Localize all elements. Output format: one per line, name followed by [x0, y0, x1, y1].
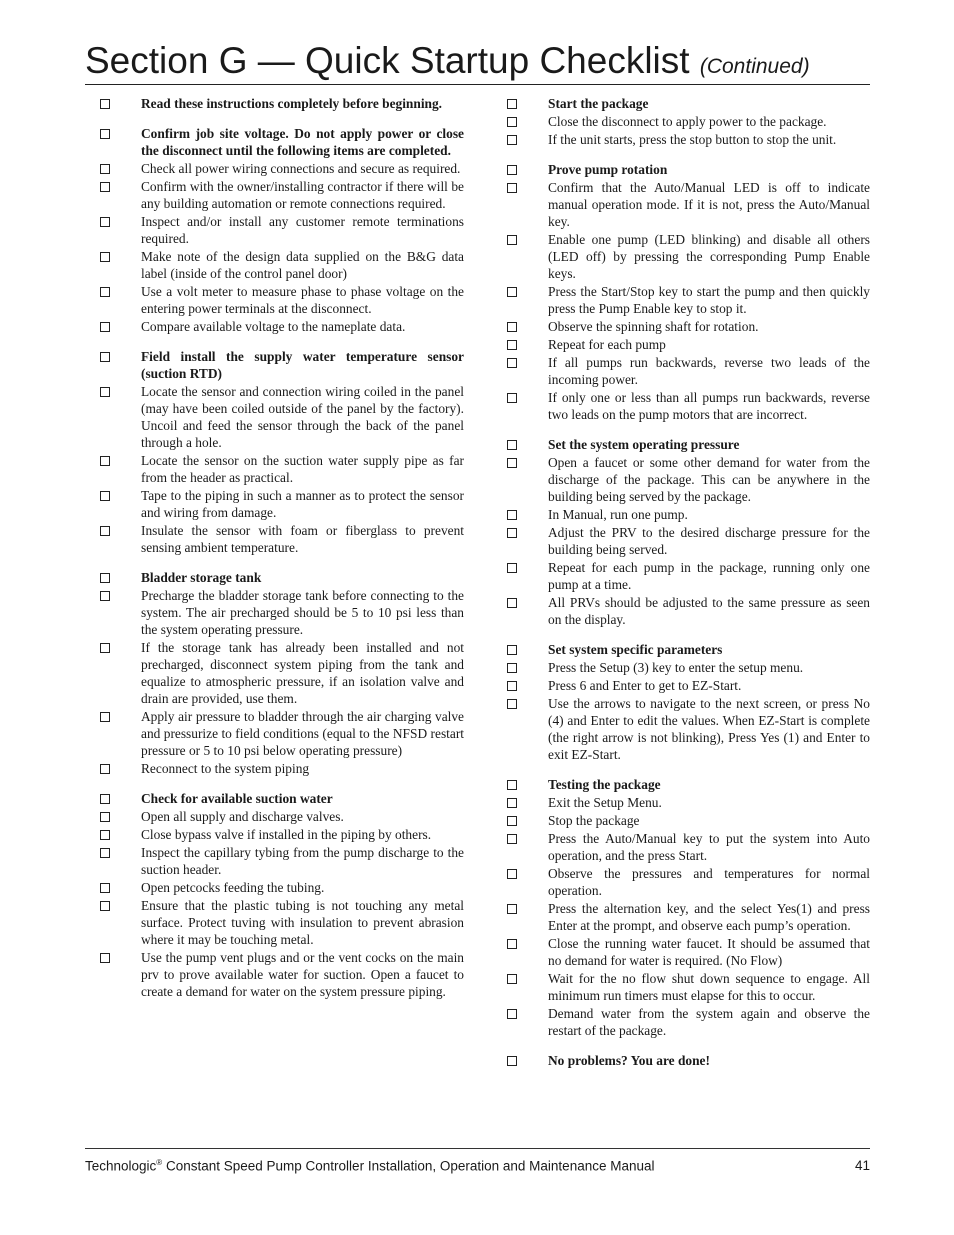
checklist-item: [504, 659, 870, 676]
checkbox-square-icon: [507, 440, 517, 450]
checklist-item-text: Observe the spinning shaft for rotation.: [548, 319, 759, 334]
checklist-item: [97, 160, 464, 177]
checklist-right-column: [504, 95, 870, 1070]
checklist-item-text: Close bypass valve if installed in the piping by others.: [141, 827, 432, 842]
checklist-item: [97, 879, 464, 896]
page-footer: [85, 1158, 870, 1174]
checklist-section-heading: [504, 95, 870, 112]
checklist-item: [504, 594, 870, 628]
checkbox-square-icon: [507, 117, 517, 127]
checklist-item-text: Open a faucet or some other demand for water from the discharge of the package. This can be anywhere in the building being served by the package.: [548, 455, 870, 504]
checkbox-square-icon: [100, 812, 110, 822]
checklist-left-column: [97, 95, 464, 1001]
checklist-item-text: Stop the package: [548, 813, 640, 828]
checkbox-square-icon: [507, 974, 517, 984]
checklist-item-text: Tape to the piping in such a manner as to protect the sensor and wiring from damage.: [141, 488, 464, 520]
checklist-item-text: Reconnect to the system piping: [141, 761, 310, 776]
checklist-item: [504, 970, 870, 1004]
checkbox-square-icon: [507, 340, 517, 350]
checklist-item-text: Close the running water faucet. It should be assumed that no demand for water is required. (No Flow): [548, 936, 870, 968]
checklist-item: [504, 454, 870, 505]
manual-title-text: Constant Speed Pump Controller Installation, Operation and Maintenance Manual: [162, 1158, 655, 1174]
checklist-item-text: Close the disconnect to apply power to the package.: [548, 114, 827, 129]
checklist-item: [504, 318, 870, 335]
checklist-item: [97, 844, 464, 878]
checkbox-square-icon: [507, 1056, 517, 1066]
checklist-item-text: Confirm that the Auto/Manual LED is off to indicate manual operation mode. If it is not, press the Auto/Manual key.: [548, 180, 870, 229]
checklist-item-text: Start the package: [548, 96, 649, 111]
checklist-item-text: Prove pump rotation: [548, 162, 668, 177]
checklist-item: [504, 900, 870, 934]
checklist-item-text: Press 6 and Enter to get to EZ-Start.: [548, 678, 742, 693]
checklist-item-text: Use the pump vent plugs and or the vent cocks on the main prv to prove available water for suction. Open a faucet to create a demand for water on the system pressure piping.: [141, 950, 464, 999]
manual-title: [85, 1158, 655, 1174]
checkbox-square-icon: [507, 358, 517, 368]
checkbox-square-icon: [100, 352, 110, 362]
checklist-item: [504, 812, 870, 829]
checklist-item: [504, 794, 870, 811]
checklist-item: [504, 506, 870, 523]
checkbox-square-icon: [100, 387, 110, 397]
checkbox-square-icon: [507, 645, 517, 655]
checklist-item-text: Exit the Setup Menu.: [548, 795, 662, 810]
checkbox-square-icon: [507, 699, 517, 709]
checklist-item: [504, 179, 870, 230]
checklist-item: [504, 865, 870, 899]
checklist-item: [97, 897, 464, 948]
checklist-section-heading: [504, 776, 870, 793]
checkbox-square-icon: [507, 834, 517, 844]
checklist-item: [504, 1005, 870, 1039]
checklist-item: [97, 522, 464, 556]
checklist-item-text: Press the Auto/Manual key to put the system into Auto operation, and the press Start.: [548, 831, 870, 863]
checklist-item-text: If only one or less than all pumps run backwards, reverse two leads on the pump motors that are incorrect.: [548, 390, 870, 422]
checkbox-square-icon: [507, 528, 517, 538]
checklist-item-text: Testing the package: [548, 777, 661, 792]
checkbox-square-icon: [507, 393, 517, 403]
checklist-item-text: Wait for the no flow shut down sequence to engage. All minimum run timers must elapse for this to occur.: [548, 971, 870, 1003]
checklist-item: [504, 677, 870, 694]
checkbox-square-icon: [507, 663, 517, 673]
checklist-item-text: Enable one pump (LED blinking) and disable all others (LED off) by pressing the corresponding Pump Enable keys.: [548, 232, 870, 281]
checklist-item: [504, 559, 870, 593]
checkbox-square-icon: [507, 798, 517, 808]
checklist-item: [97, 213, 464, 247]
checklist-section-heading: [97, 569, 464, 586]
checkbox-square-icon: [100, 129, 110, 139]
checklist-item-text: Check for available suction water: [141, 791, 333, 806]
checklist-item-text: Open all supply and discharge valves.: [141, 809, 344, 824]
checklist-item: [504, 113, 870, 130]
checklist-item-text: Inspect the capillary tybing from the pump discharge to the suction header.: [141, 845, 464, 877]
checklist-item-text: Demand water from the system again and observe the restart of the package.: [548, 1006, 870, 1038]
checklist-item: [97, 452, 464, 486]
header-rule: [85, 84, 870, 85]
checklist-item-text: Check all power wiring connections and secure as required.: [141, 161, 461, 176]
checklist-item: [97, 383, 464, 451]
checklist-item: [97, 708, 464, 759]
checklist-item-text: In Manual, run one pump.: [548, 507, 688, 522]
checklist-item-text: Precharge the bladder storage tank before connecting to the system. The air precharged should be 5 to 10 psi less than the system operating pressure.: [141, 588, 464, 637]
checkbox-square-icon: [507, 165, 517, 175]
checkbox-square-icon: [507, 816, 517, 826]
checklist-item-text: Repeat for each pump: [548, 337, 666, 352]
checklist-item-text: Set system specific parameters: [548, 642, 723, 657]
brand-name: Technologic: [85, 1158, 157, 1174]
checklist-item: [504, 935, 870, 969]
checkbox-square-icon: [507, 99, 517, 109]
checkbox-square-icon: [100, 573, 110, 583]
checklist-item: [504, 231, 870, 282]
checklist-item: [97, 587, 464, 638]
checklist-section-heading: [504, 1052, 870, 1069]
checkbox-square-icon: [100, 164, 110, 174]
page-header: [85, 38, 870, 90]
checklist-item-text: Adjust the PRV to the desired discharge pressure for the building being served.: [548, 525, 870, 557]
checkbox-square-icon: [100, 491, 110, 501]
continued-label: (Continued): [699, 55, 810, 78]
checklist-item-text: Set the system operating pressure: [548, 437, 740, 452]
checklist-item-text: No problems? You are done!: [548, 1053, 710, 1068]
page-title-text: Section G — Quick Startup Checklist: [85, 40, 690, 81]
checklist-item-text: Field install the supply water temperature sensor (suction RTD): [141, 349, 464, 381]
checklist-item-text: Inspect and/or install any customer remote terminations required.: [141, 214, 464, 246]
registered-mark: ®: [156, 1158, 163, 1167]
checkbox-square-icon: [100, 848, 110, 858]
checkbox-square-icon: [507, 322, 517, 332]
checklist-item-text: Confirm job site voltage. Do not apply power or close the disconnect until the following items are completed.: [141, 126, 464, 158]
footer-rule: [85, 1148, 870, 1149]
checkbox-square-icon: [507, 904, 517, 914]
checklist-item-text: Observe the pressures and temperatures for normal operation.: [548, 866, 870, 898]
checkbox-square-icon: [100, 830, 110, 840]
checklist-item-text: Locate the sensor and connection wiring coiled in the panel (may have been coiled outside of the panel by the factory). Uncoil and feed the sensor through the back of the panel through a hole.: [141, 384, 464, 450]
checkbox-square-icon: [507, 458, 517, 468]
checkbox-square-icon: [100, 252, 110, 262]
checkbox-square-icon: [100, 591, 110, 601]
checklist-item: [97, 318, 464, 335]
checkbox-square-icon: [507, 183, 517, 193]
checklist-item: [504, 354, 870, 388]
checkbox-square-icon: [100, 322, 110, 332]
checklist-item: [97, 760, 464, 777]
checklist-item: [97, 283, 464, 317]
checklist-section-heading: [97, 125, 464, 159]
page-title: [85, 38, 870, 90]
checkbox-square-icon: [507, 681, 517, 691]
checkbox-square-icon: [507, 563, 517, 573]
checklist-item-text: Press the alternation key, and the select Yes(1) and press Enter at the prompt, and observe each pump’s operation.: [548, 901, 870, 933]
checklist-section-heading: [504, 436, 870, 453]
checkbox-square-icon: [507, 235, 517, 245]
checklist-item-text: Repeat for each pump in the package, running only one pump at a time.: [548, 560, 870, 592]
checkbox-square-icon: [100, 794, 110, 804]
checklist-item-text: Use the arrows to navigate to the next screen, or press No (4) and Enter to edit the values. When EZ-Start is complete (the right arrow is not blinking), Press Yes (1) and Enter to exit EZ-Start.: [548, 696, 870, 762]
checklist-item-text: Apply air pressure to bladder through the air charging valve and pressurize to field conditions (equal to the NFSD restart pressure or 5 to 10 psi below operating pressure): [141, 709, 464, 758]
checklist-item-text: Read these instructions completely before beginning.: [141, 96, 443, 111]
checklist-item-text: If all pumps run backwards, reverse two leads of the incoming power.: [548, 355, 870, 387]
checklist-item: [504, 830, 870, 864]
checkbox-square-icon: [507, 1009, 517, 1019]
checklist-item: [504, 283, 870, 317]
checkbox-square-icon: [507, 510, 517, 520]
checkbox-square-icon: [507, 939, 517, 949]
checkbox-square-icon: [100, 643, 110, 653]
checklist-item-text: Compare available voltage to the nameplate data.: [141, 319, 406, 334]
checklist-item: [97, 487, 464, 521]
checkbox-square-icon: [507, 287, 517, 297]
checkbox-square-icon: [100, 712, 110, 722]
page-number: 41: [854, 1158, 870, 1173]
checklist-item: [504, 131, 870, 148]
checklist-item: [504, 336, 870, 353]
checklist-item: [97, 826, 464, 843]
checklist-section-heading: [504, 161, 870, 178]
checklist-item-text: Bladder storage tank: [141, 570, 262, 585]
checklist-item-text: Use a volt meter to measure phase to phase voltage on the entering power terminals at the disconnect.: [141, 284, 464, 316]
checklist-item: [504, 695, 870, 763]
checkbox-square-icon: [100, 764, 110, 774]
checkbox-square-icon: [100, 99, 110, 109]
checkbox-square-icon: [100, 901, 110, 911]
checklist-item: [97, 639, 464, 707]
checklist-item-text: Insulate the sensor with foam or fiberglass to prevent sensing ambient temperature.: [141, 523, 464, 555]
checkbox-square-icon: [507, 869, 517, 879]
checkbox-square-icon: [507, 780, 517, 790]
checklist-item-text: Ensure that the plastic tubing is not touching any metal surface. Protect tuving with insulation to prevent abrasion where it may be touching metal.: [141, 898, 464, 947]
checkbox-square-icon: [100, 883, 110, 893]
checklist-section-heading: [97, 790, 464, 807]
checkbox-square-icon: [507, 598, 517, 608]
checklist-item-text: Press the Start/Stop key to start the pump and then quickly press the Pump Enable key to stop it.: [548, 284, 870, 316]
checkbox-square-icon: [100, 217, 110, 227]
checklist-item-text: If the unit starts, press the stop button to stop the unit.: [548, 132, 837, 147]
checklist-item-text: Confirm with the owner/installing contractor if there will be any building automation or remote connections required.: [141, 179, 464, 211]
checklist-item-text: All PRVs should be adjusted to the same pressure as seen on the display.: [548, 595, 870, 627]
checkbox-square-icon: [507, 135, 517, 145]
checklist-item-text: Locate the sensor on the suction water supply pipe as far from the header as practical.: [141, 453, 464, 485]
checkbox-square-icon: [100, 456, 110, 466]
checkbox-square-icon: [100, 182, 110, 192]
checklist-item: [97, 248, 464, 282]
checkbox-square-icon: [100, 953, 110, 963]
checklist-item: [504, 524, 870, 558]
checklist-item-text: Make note of the design data supplied on the B&G data label (inside of the control panel door): [141, 249, 464, 281]
checklist-item: [97, 949, 464, 1000]
checkbox-square-icon: [100, 287, 110, 297]
checklist-item-text: If the storage tank has already been installed and not precharged, disconnect system piping from the tank and equalize to atmospheric pressure, if an isolation valve and drain are provided, use them.: [141, 640, 464, 706]
checklist-item-text: Open petcocks feeding the tubing.: [141, 880, 325, 895]
checklist-item-text: Press the Setup (3) key to enter the setup menu.: [548, 660, 804, 675]
checklist-section-heading: [97, 95, 464, 112]
checklist-item: [97, 808, 464, 825]
checkbox-square-icon: [100, 526, 110, 536]
checklist-section-heading: [504, 641, 870, 658]
checklist-section-heading: [97, 348, 464, 382]
checklist-item: [504, 389, 870, 423]
checklist-item: [97, 178, 464, 212]
